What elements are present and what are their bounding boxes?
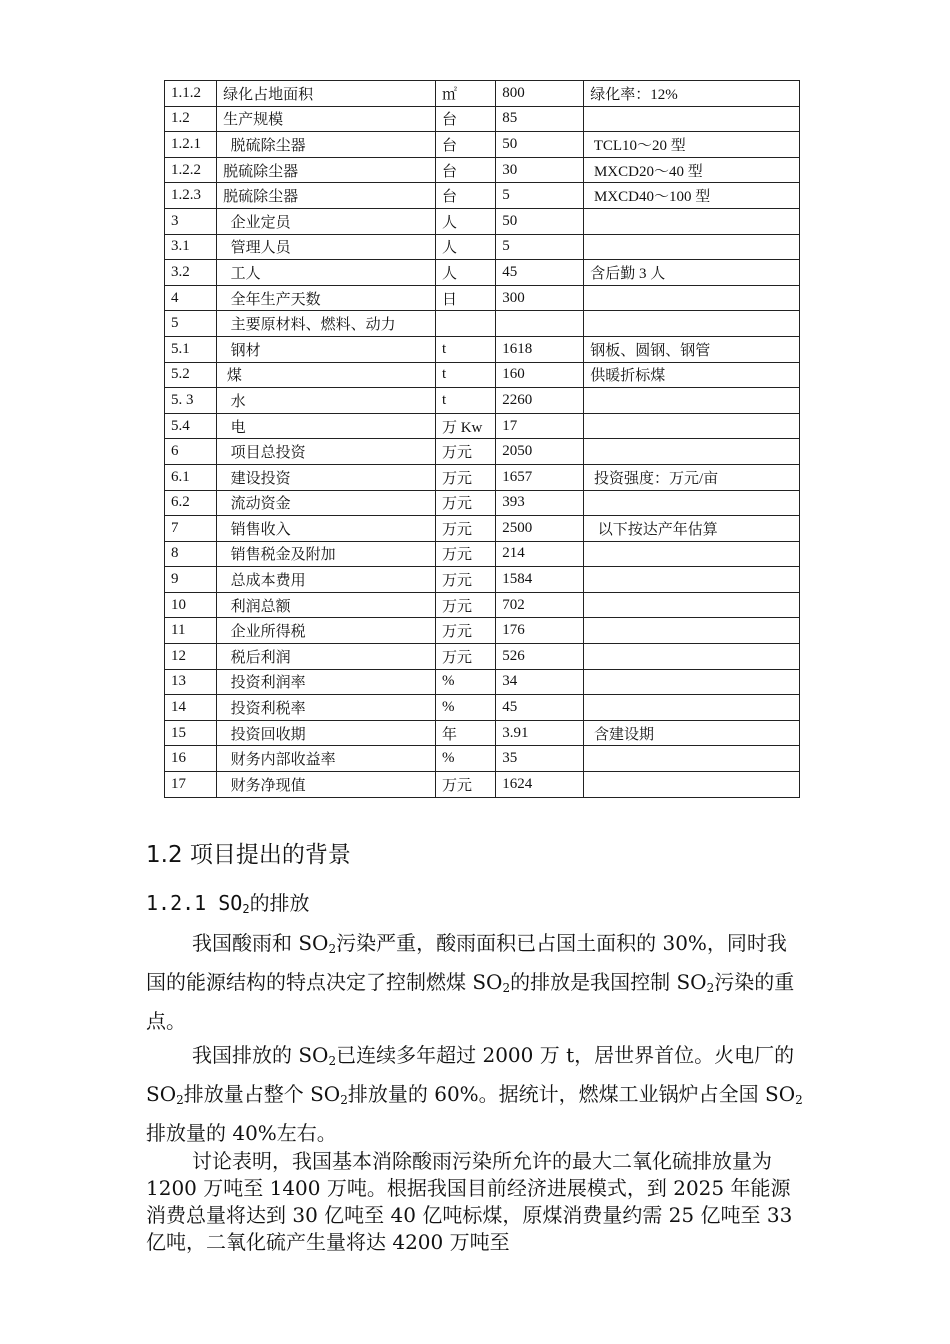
row-item-name: 脱硫除尘器 [217,132,436,158]
row-value: 5 [496,234,584,260]
row-note [584,567,800,593]
row-number: 8 [165,541,217,567]
row-note [584,208,800,234]
subscript: 2 [706,981,715,995]
row-item-name: 脱硫除尘器 [217,157,436,183]
row-note [584,439,800,465]
row-number: 5 [165,311,217,337]
row-item-name: 管理人员 [217,234,436,260]
row-item-name: 水 [217,388,436,414]
row-value: 50 [496,208,584,234]
row-unit: t [435,336,495,362]
row-value: 300 [496,285,584,311]
row-unit: t [435,362,495,388]
row-unit: 万元 [435,618,495,644]
row-number: 10 [165,592,217,618]
table-row [165,695,800,721]
table-row [165,81,800,107]
table-row [165,720,800,746]
paragraph-text: 排放量的 60%。据统计，燃煤工业锅炉占全国 SO [347,1082,796,1106]
row-item-name: 企业定员 [217,208,436,234]
row-note [584,106,800,132]
row-note: 钢板、圆钢、钢管 [584,336,800,362]
row-note: 投资强度：万元/亩 [584,464,800,490]
row-number: 3.2 [165,260,217,286]
paragraph-text: 排放量占整个 SO [183,1082,341,1106]
row-note [584,618,800,644]
row-item-name: 财务净现值 [217,772,436,798]
row-number: 3.1 [165,234,217,260]
row-value: 34 [496,669,584,695]
row-item-name: 投资利润率 [217,669,436,695]
row-value: 85 [496,106,584,132]
paragraph-text: 排放量的 40%左右。 [146,1121,337,1145]
row-note: MXCD20～40 型 [584,157,800,183]
row-value: 45 [496,695,584,721]
row-value: 35 [496,746,584,772]
row-value: 393 [496,490,584,516]
row-value: 3.91 [496,720,584,746]
row-unit: 万元 [435,464,495,490]
row-item-name: 主要原材料、燃料、动力 [217,311,436,337]
row-item-name: 投资回收期 [217,720,436,746]
row-note: 以下按达产年估算 [584,516,800,542]
row-unit: 万 Kw [435,413,495,439]
paragraph-3 [146,1148,806,1256]
row-number: 12 [165,644,217,670]
subscript: 2 [176,1093,184,1107]
row-value: 50 [496,132,584,158]
row-value: 526 [496,644,584,670]
row-unit: 日 [435,285,495,311]
row-number: 6.2 [165,490,217,516]
row-unit: % [435,695,495,721]
row-note [584,413,800,439]
table-row [165,592,800,618]
row-item-name: 钢材 [217,336,436,362]
subsection-text: 的排放 [249,891,310,915]
paragraph-2 [146,1037,806,1151]
row-item-name: 脱硫除尘器 [217,183,436,209]
subscript: 2 [502,981,511,995]
row-note [584,772,800,798]
row-value: 1618 [496,336,584,362]
subsection-number: 1.2.1 SO [146,891,243,915]
row-unit: 万元 [435,516,495,542]
row-value: 45 [496,260,584,286]
row-unit: 台 [435,106,495,132]
row-unit: 台 [435,157,495,183]
row-number: 6 [165,439,217,465]
row-note [584,285,800,311]
row-item-name: 企业所得税 [217,618,436,644]
row-unit: 万元 [435,644,495,670]
table-row [165,132,800,158]
row-note: 供暖折标煤 [584,362,800,388]
table-row [165,362,800,388]
row-number: 14 [165,695,217,721]
row-note: MXCD40～100 型 [584,183,800,209]
table-row [165,260,800,286]
paragraph-text: 污染严重，酸雨面积已占国土面积的 30%，同时我国的能源结构的特点决定了控制燃煤 SO [146,931,787,994]
row-unit: 人 [435,234,495,260]
table-row [165,772,800,798]
paragraph-1 [146,925,806,1039]
summary-table [164,80,800,798]
row-note [584,669,800,695]
row-unit: % [435,746,495,772]
table-row [165,336,800,362]
row-value: 5 [496,183,584,209]
subsection-title [146,887,310,916]
row-number: 5.1 [165,336,217,362]
row-unit: 人 [435,260,495,286]
paragraph-text: 讨论表明，我国基本消除酸雨污染所允许的最大二氧化硫排放量为 1200 万吨至 1400 万吨。根据我国目前经济进展模式，到 2025 年能源消费总量将达到 30 亿吨至 40 亿吨标煤，原煤消费量约需 25 亿吨至 33 亿吨，二氧化硫产生量将达 4200 万吨至 [146,1149,793,1254]
row-unit: ㎡ [435,81,495,107]
table-row [165,541,800,567]
row-number: 16 [165,746,217,772]
subscript: 2 [328,942,337,956]
table-row [165,106,800,132]
row-note [584,388,800,414]
row-note [584,234,800,260]
row-value: 800 [496,81,584,107]
row-number: 4 [165,285,217,311]
row-value: 702 [496,592,584,618]
row-value: 2050 [496,439,584,465]
row-item-name: 电 [217,413,436,439]
row-number: 1.2.2 [165,157,217,183]
row-value: 2260 [496,388,584,414]
row-number: 1.2.3 [165,183,217,209]
row-value: 17 [496,413,584,439]
row-number: 1.2.1 [165,132,217,158]
section-title: 1.2 项目提出的背景 [146,842,351,868]
row-number: 9 [165,567,217,593]
row-number: 5.4 [165,413,217,439]
row-note [584,490,800,516]
table-row [165,208,800,234]
row-item-name: 建设投资 [217,464,436,490]
row-note [584,592,800,618]
row-unit: 年 [435,720,495,746]
row-note [584,695,800,721]
row-number: 13 [165,669,217,695]
row-value: 1624 [496,772,584,798]
row-note: 绿化率：12% [584,81,800,107]
row-value [496,311,584,337]
paragraph-text: 污染的重点。 [146,970,795,1033]
row-unit: 万元 [435,772,495,798]
subscript-2: 2 [242,902,250,916]
row-unit: 人 [435,208,495,234]
row-item-name: 销售收入 [217,516,436,542]
row-number: 6.1 [165,464,217,490]
row-note: 含后勤 3 人 [584,260,800,286]
table-row [165,439,800,465]
row-value: 1584 [496,567,584,593]
table-row [165,746,800,772]
summary-table-body [165,81,800,798]
row-unit: 台 [435,183,495,209]
row-unit: 万元 [435,592,495,618]
row-number: 1.2 [165,106,217,132]
row-item-name: 煤 [217,362,436,388]
row-note [584,644,800,670]
row-item-name: 绿化占地面积 [217,81,436,107]
table-row [165,413,800,439]
row-unit: 万元 [435,490,495,516]
subscript: 2 [328,1054,337,1068]
row-value: 176 [496,618,584,644]
table-row [165,388,800,414]
row-item-name: 投资利税率 [217,695,436,721]
row-item-name: 流动资金 [217,490,436,516]
table-row [165,157,800,183]
row-note [584,746,800,772]
paragraph-text: 的排放是我国控制 SO [510,970,707,994]
row-number: 5.2 [165,362,217,388]
row-note [584,541,800,567]
row-item-name: 税后利润 [217,644,436,670]
row-item-name: 销售税金及附加 [217,541,436,567]
table-row [165,464,800,490]
table-row [165,311,800,337]
table-row [165,567,800,593]
row-item-name: 总成本费用 [217,567,436,593]
row-number: 7 [165,516,217,542]
paragraph-text: 我国酸雨和 SO [192,931,329,955]
row-unit: 万元 [435,439,495,465]
row-unit [435,311,495,337]
row-unit: 台 [435,132,495,158]
table-row [165,183,800,209]
row-item-name: 利润总额 [217,592,436,618]
row-value: 214 [496,541,584,567]
row-item-name: 生产规模 [217,106,436,132]
row-item-name: 工人 [217,260,436,286]
subscript: 2 [795,1093,803,1107]
table-row [165,669,800,695]
row-value: 160 [496,362,584,388]
row-note: TCL10～20 型 [584,132,800,158]
row-item-name: 项目总投资 [217,439,436,465]
table-row [165,516,800,542]
row-number: 5. 3 [165,388,217,414]
row-item-name: 全年生产天数 [217,285,436,311]
paragraph-text: 已连续多年超过 2000 万 t，居世界首位。火电厂的 SO [146,1043,795,1106]
subscript: 2 [340,1093,348,1107]
row-note: 含建设期 [584,720,800,746]
row-number: 3 [165,208,217,234]
row-unit: % [435,669,495,695]
row-value: 2500 [496,516,584,542]
row-number: 11 [165,618,217,644]
row-value: 30 [496,157,584,183]
row-note [584,311,800,337]
row-unit: 万元 [435,541,495,567]
table-row [165,644,800,670]
table-row [165,618,800,644]
table-row [165,285,800,311]
row-number: 17 [165,772,217,798]
row-item-name: 财务内部收益率 [217,746,436,772]
table-row [165,490,800,516]
row-unit: t [435,388,495,414]
row-number: 1.1.2 [165,81,217,107]
paragraph-text: 我国排放的 SO [192,1043,329,1067]
row-value: 1657 [496,464,584,490]
row-number: 15 [165,720,217,746]
row-unit: 万元 [435,567,495,593]
table-row [165,234,800,260]
